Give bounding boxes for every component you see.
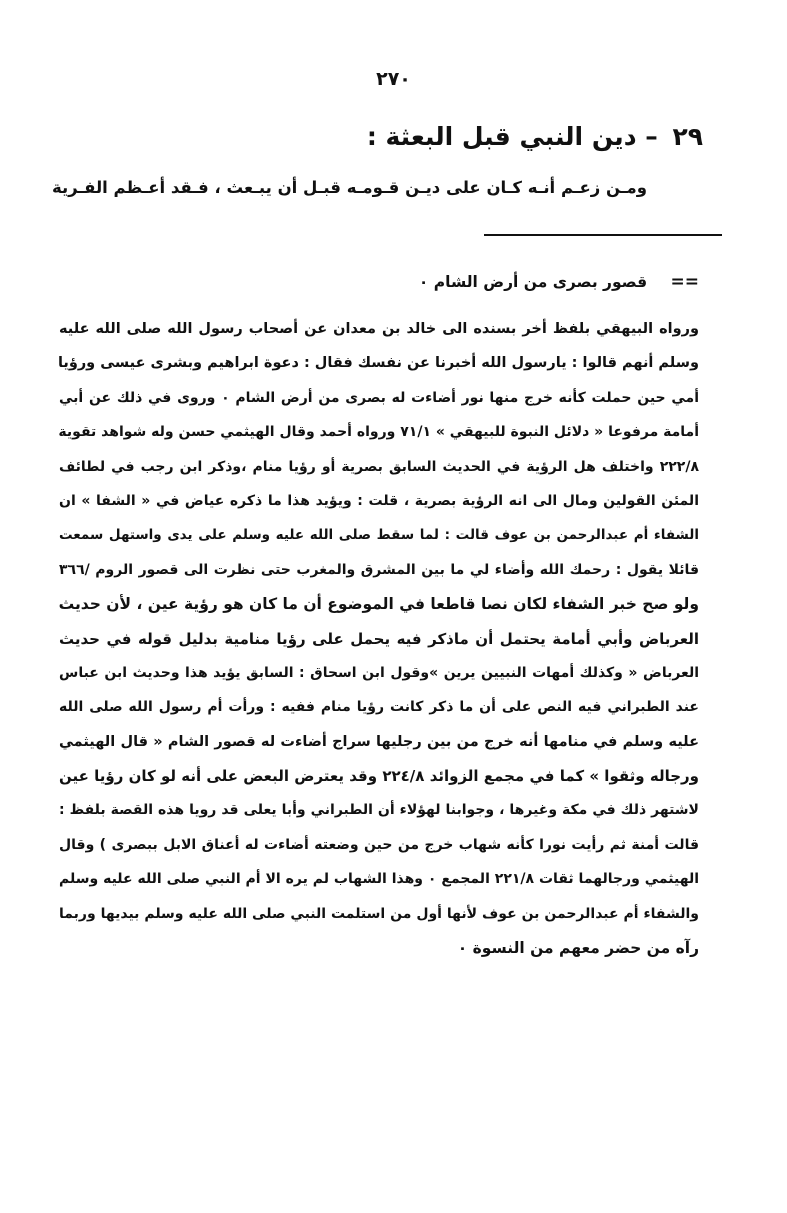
footnote-first-line: قصور بصرى من أرض الشام ٠ [418, 273, 648, 291]
text-line: ورجاله وثقوا » كما في مجمع الزوائد ٢٢٤/٨ وقد يعترض البعض على أنه لو كان رؤيا عين [59, 767, 699, 786]
page-number: ٢٧٠ [376, 68, 411, 90]
heading-title: دين النبي قبل البعثة : [366, 122, 637, 151]
footnote-body [59, 312, 699, 965]
text-line: عند الطبراني فيه النص على أن ما ذكر كانت رؤيا منام ففيه : ورأت أم رسول الله صلى الله [59, 699, 699, 716]
text-line: والشفاء أم عبدالرحمن بن عوف لأنها أول من استلمت النبي صلى الله عليه وسلم بيديها وربما [59, 905, 699, 922]
text-line: وسلم أنهم قالوا : يارسول الله أخبرنا عن نفسك فقال : دعوة ابراهيم وبشرى عيسى ورؤيا [57, 355, 699, 372]
text-line: ولو صح خبر الشفاء لكان نصا قاطعا في الموضوع أن ما كان هو رؤية عين ، لأن حديث [58, 595, 699, 614]
footnote-separator-rule [484, 234, 722, 236]
text-line: الهيثمي ورجالهما ثقات ٢٢١/٨ المجمع ٠ وهذا الشهاب لم يره الا أم النبي صلى الله عليه وسلم [59, 871, 699, 888]
section-heading [63, 122, 703, 151]
heading-dash: – [645, 122, 658, 151]
text-line: الشفاء أم عبدالرحمن بن عوف قالت : لما سقط صلى الله عليه وسلم على يدى واستهل سمعت [59, 527, 699, 544]
text-line: قائلا يقول : رحمك الله وأضاء لي ما بين المشرق والمغرب حتى نظرت الى قصور الروم /٣٦٦ [59, 561, 699, 578]
text-line: العرباض « وكذلك أمهات النبيين يرين »وقول ابن اسحاق : السابق يؤيد هذا وحديث ابن عباس [59, 664, 699, 681]
text-line: قالت أمنة ثم رأيت نورا كأنه شهاب خرج من حين وضعته أضاءت له أعناق الابل ببصرى ) وقال [59, 836, 699, 853]
text-line: لاشتهر ذلك في مكة وغيرها ، وجوابنا لهؤلاء أن الطبراني وأبا يعلى قد رويا هذه القصة بلفظ : [59, 802, 699, 819]
text-line: ٢٢٢/٨ واختلف هل الرؤية في الحديث السابق بصرية أو رؤيا منام ،وذكر ابن رجب في لطائف [59, 458, 699, 475]
text-line: المئن القولين ومال الى انه الرؤية بصرية ، قلت : ويؤيد هذا ما ذكره عياض في « الشفا » ان [59, 492, 699, 509]
text-line-last: رآه من حضر معهم من النسوة ٠ [457, 939, 699, 958]
text-line: أمامة مرفوعا « دلائل النبوة للبيهقي » ٧١/١ ورواه أحمد وقال الهيثمي حسن وله شواهد تقوية [58, 424, 699, 441]
footnote-marker: == [670, 272, 699, 292]
text-line: عليه وسلم في منامها أنه خرج من بين رجليها سراج أضاءت له قصور الشام « قال الهيثمي [59, 733, 699, 750]
intro-sentence: ومـن زعـم أنـه كـان على ديـن قـومـه قبـل أن يبـعث ، فـقد أعـظم الفـرية [51, 178, 647, 197]
text-line: ورواه البيهقي بلفظ أخر بسنده الى خالد بن معدان عن أصحاب رسول الله صلى الله عليه [59, 321, 699, 337]
heading-number: ٢٩ [672, 122, 703, 151]
text-line: أمي حين حملت كأنه خرج منها نور أضاءت له بصرى من أرض الشام ٠ وروى في ذلك عن أبي [59, 389, 699, 406]
text-line: العرباض وأبي أمامة يحتمل أن ماذكر فيه يحمل على رؤيا منامية بدليل قوله في حديث [59, 629, 699, 648]
footnote-continuation [59, 272, 699, 292]
